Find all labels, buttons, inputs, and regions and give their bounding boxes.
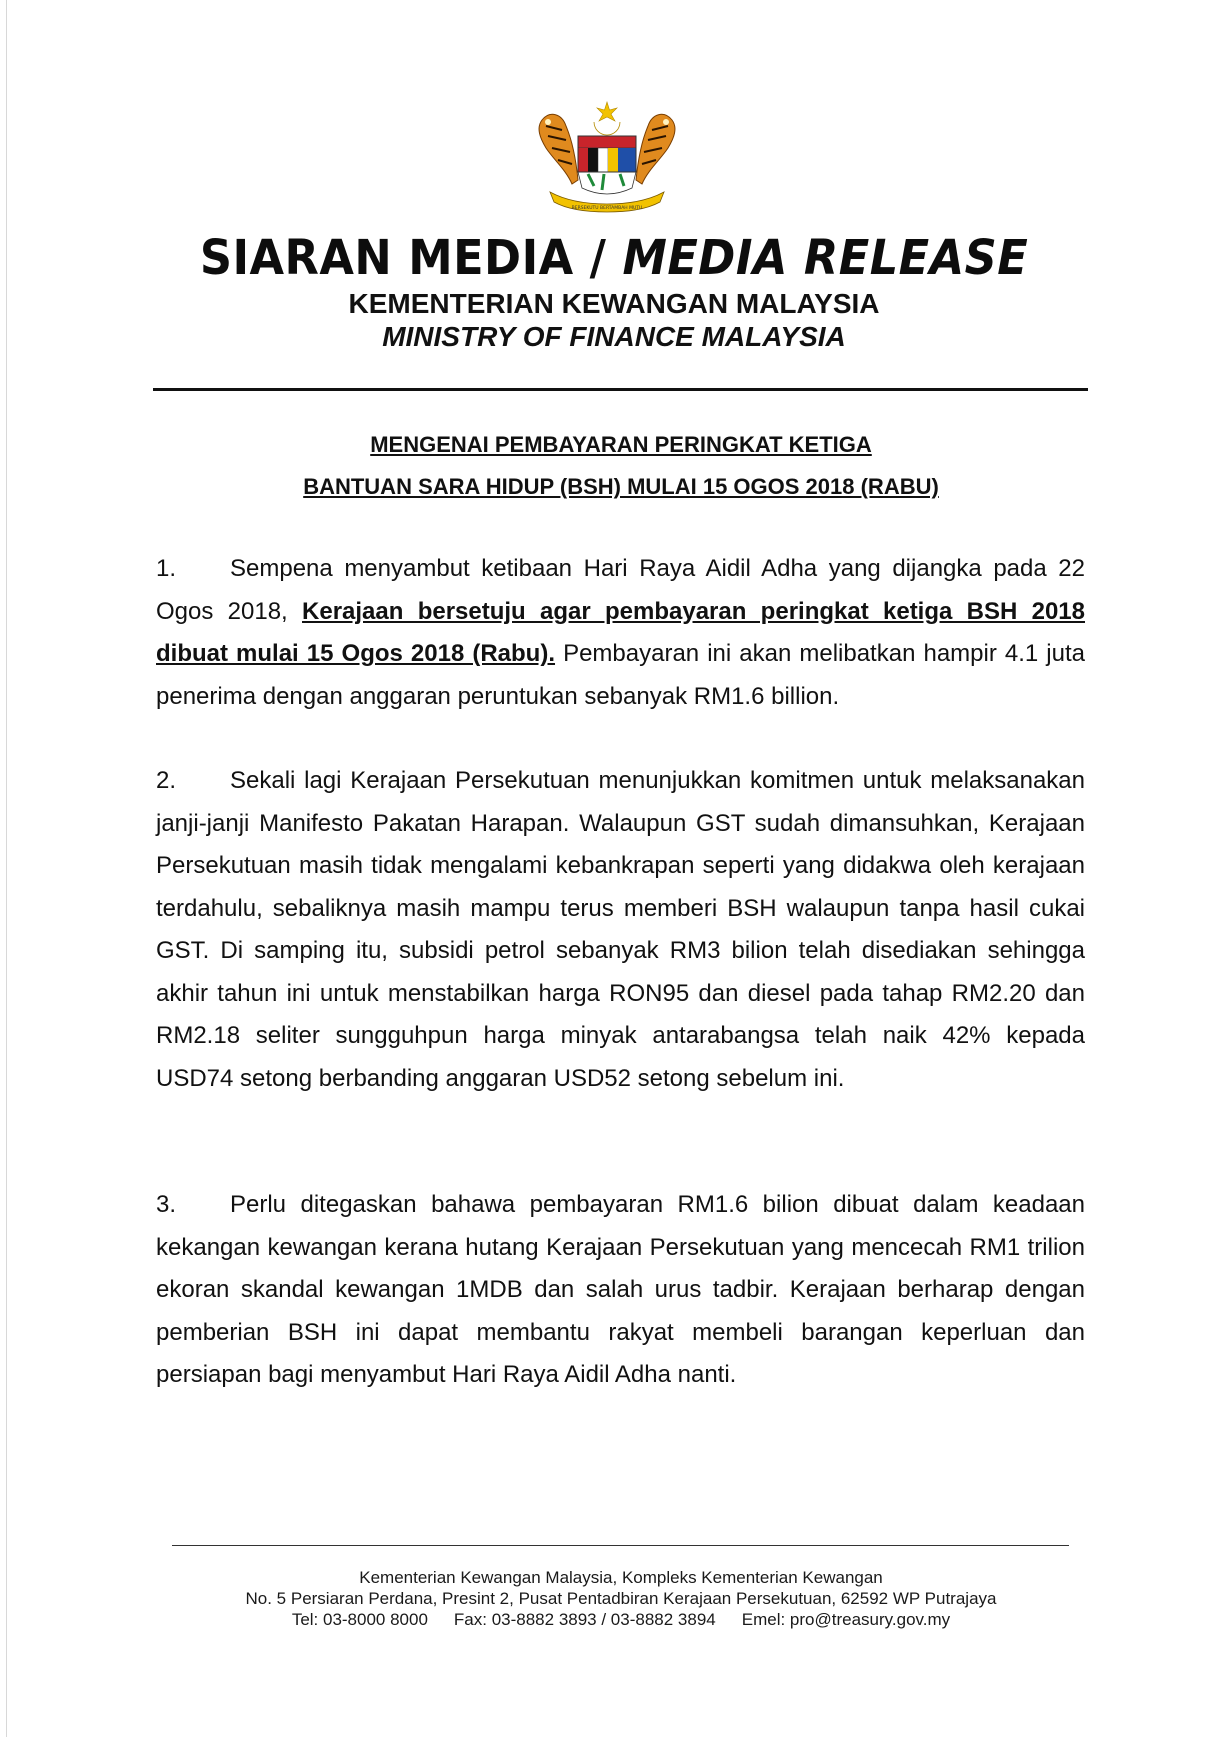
media-release-title (43, 228, 1185, 288)
footer-address-line-2: No. 5 Persiaran Perdana, Presint 2, Pusat Pentadbiran Kerajaan Persekutuan, 62592 WP Putrajaya (245, 1589, 997, 1608)
paragraph-text: Perlu ditegaskan bahawa pembayaran RM1.6 bilion dibuat dalam keadaan kekangan kewangan kerana hutang Kerajaan Persekutuan yang mencecah RM1 trilion ekoran skandal kewangan 1MDB dan salah urus tadbir. Kerajaan berharap dengan pemberian BSH ini dapat membantu rakyat membeli barangan keperluan dan persiapan bagi menyambut Hari Raya Aidil Adha nanti. (156, 1191, 1085, 1388)
footer (0, 1567, 1228, 1630)
paragraph-text: Sekali lagi Kerajaan Persekutuan menunjukkan komitmen untuk melaksanakan janji-janji Manifesto Pakatan Harapan. Walaupun GST sudah dimansuhkan, Kerajaan Persekutuan masih tidak mengalami kebankrapan seperti yang didakwa oleh kerajaan terdahulu, sebaliknya masih mampu terus memberi BSH walaupun tanpa hasil cukai GST. Di samping itu, subsidi petrol sebanyak RM3 bilion telah disediakan sehingga akhir tahun ini untuk menstabilkan harga RON95 dan diesel pada tahap RM2.20 dan RM2.18 seliter sungguhpun harga minyak antarabangsa telah naik 42% kepada USD74 setong berbanding anggaran USD52 setong sebelum ini. (156, 767, 1085, 1092)
headline-line-2: BANTUAN SARA HIDUP (BSH) MULAI 15 OGOS 2018 (RABU) (303, 474, 939, 499)
paragraph-emphasis: Kerajaan bersetuju agar pembayaran peringkat ketiga BSH 2018 dibuat mulai 15 Ogos 2018 (Rabu). (156, 597, 1085, 667)
footer-telephone: Tel: 03-8000 8000 (291, 1610, 428, 1629)
paragraph-number: 2. (156, 767, 177, 794)
ministry-name-malay: KEMENTERIAN KEWANGAN MALAYSIA (348, 288, 880, 319)
paragraph-3 (156, 1184, 1085, 1397)
ministry-name-english: MINISTRY OF FINANCE MALAYSIA (382, 321, 846, 352)
title-plain: SIARAN MEDIA / (199, 230, 607, 286)
footer-address-line-1: Kementerian Kewangan Malaysia, Kompleks Kementerian Kewangan (359, 1568, 883, 1587)
coat-of-arms-icon (532, 100, 682, 218)
paragraph-number: 1. (156, 555, 177, 582)
footer-divider (172, 1545, 1069, 1546)
paragraph-text: Pembayaran ini akan melibatkan hampir 4.1 juta penerima dengan anggaran peruntukan sebanyak RM1.6 billion. (156, 640, 1085, 710)
headline-line-1: MENGENAI PEMBAYARAN PERINGKAT KETIGA (370, 432, 872, 457)
paragraph-1 (156, 548, 1085, 718)
footer-email[interactable]: Emel: pro@treasury.gov.my (741, 1610, 951, 1629)
paragraph-text: Sempena menyambut ketibaan Hari Raya Aidil Adha yang dijangka pada 22 Ogos 2018, (156, 555, 1085, 625)
header-divider (153, 388, 1088, 391)
footer-contact (0, 1609, 1228, 1630)
paragraph-2 (156, 760, 1085, 1100)
title-italic: MEDIA RELEASE (622, 230, 1029, 286)
crest-motto: BERSEKUTU BERTAMBAH MUTU (571, 206, 643, 211)
release-headline (0, 424, 1228, 508)
paragraph-number: 3. (156, 1191, 177, 1218)
footer-fax: Fax: 03-8882 3893 / 03-8882 3894 (453, 1610, 716, 1629)
masthead (0, 228, 1228, 354)
